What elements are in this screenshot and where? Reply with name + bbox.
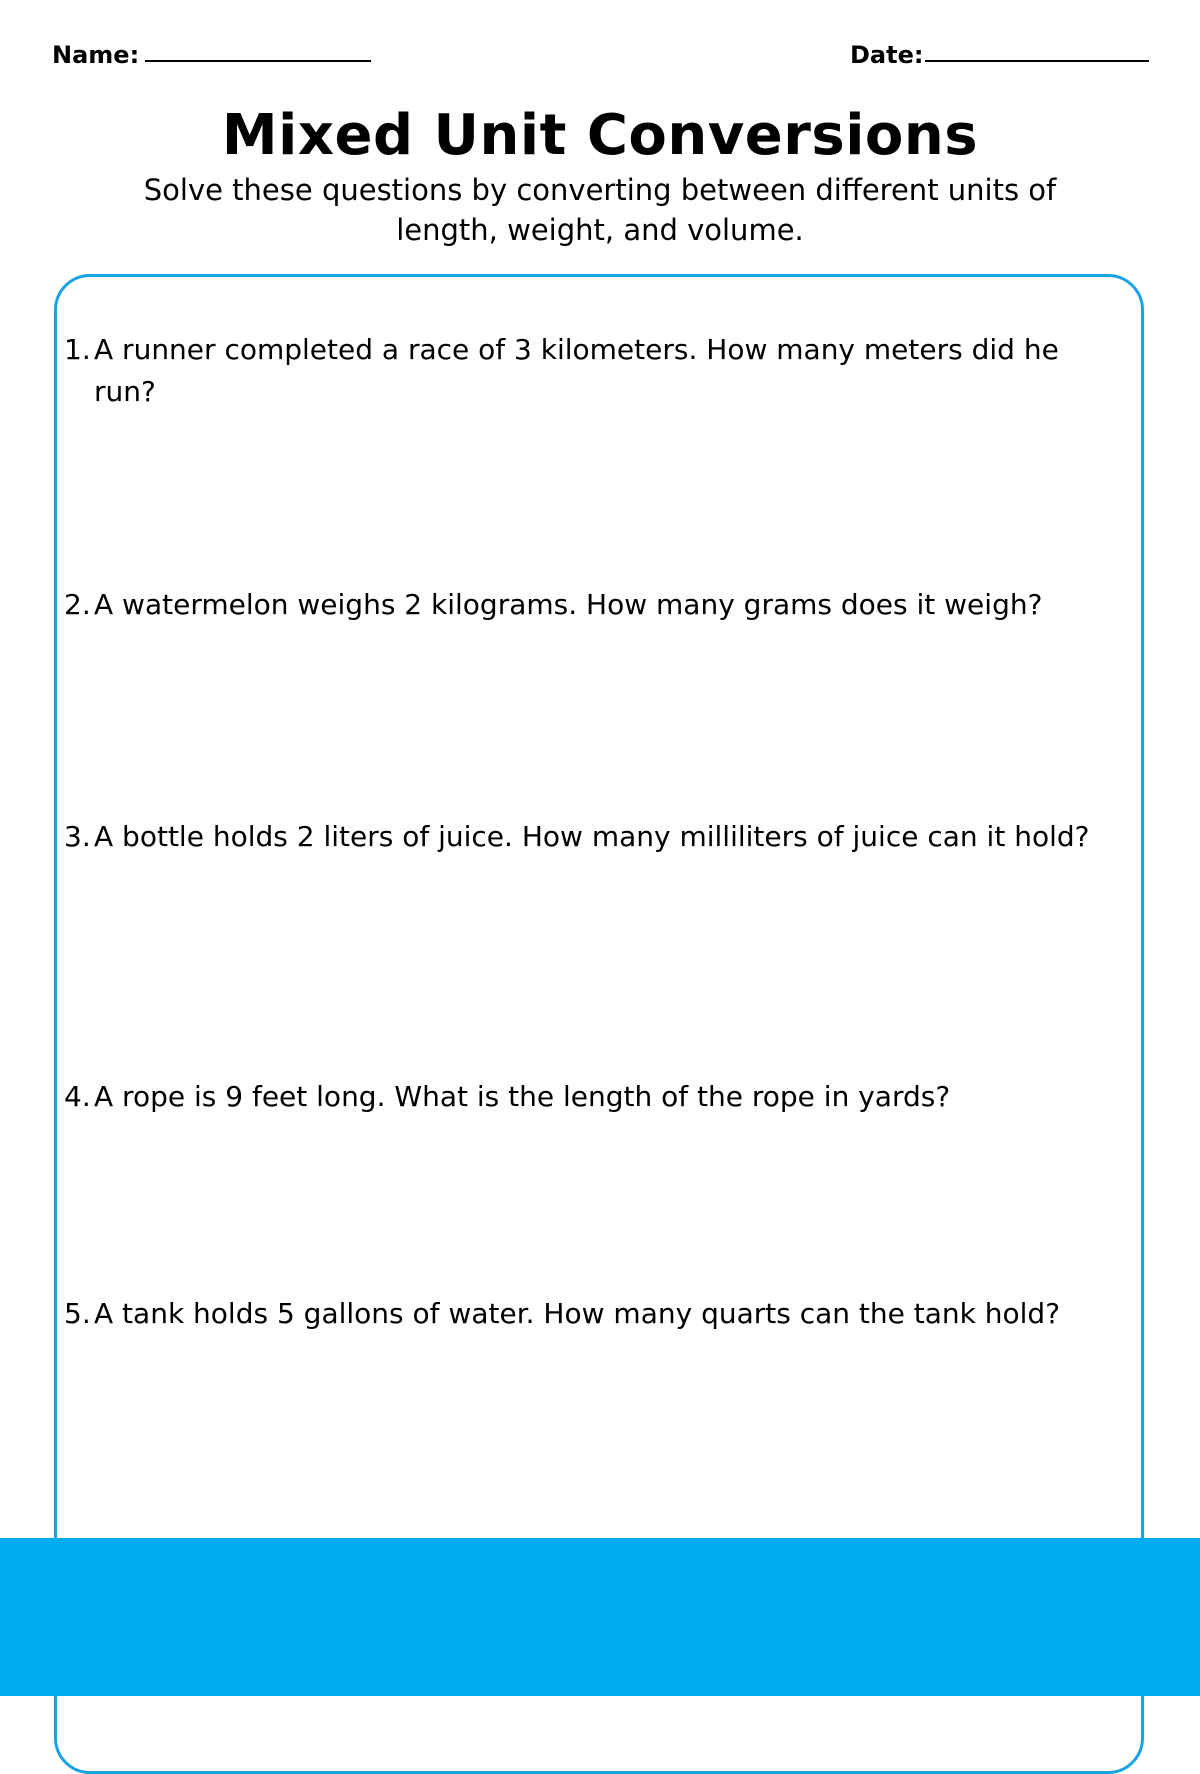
question-text: A watermelon weighs 2 kilograms. How many grams does it weigh? [94, 588, 1043, 621]
question-item [64, 816, 1124, 858]
question-text: A rope is 9 feet long. What is the length of the rope in yards? [94, 1080, 951, 1113]
footer-band [0, 1538, 1200, 1696]
date-label: Date: [850, 41, 924, 69]
page-subtitle: Solve these questions by converting between different units of length, weight, and volume. [143, 173, 1057, 247]
question-item [64, 584, 1124, 626]
question-item [64, 329, 1124, 413]
header-row [0, 40, 1200, 80]
name-field [52, 40, 371, 70]
question-number: 2. [64, 588, 91, 621]
question-number: 3. [64, 820, 91, 853]
question-text: A tank holds 5 gallons of water. How many quarts can the tank hold? [94, 1297, 1061, 1330]
question-number: 1. [64, 333, 91, 366]
name-label: Name: [52, 41, 140, 69]
date-write-line[interactable] [925, 40, 1149, 62]
question-text: A runner completed a race of 3 kilometers. How many meters did he run? [94, 333, 1059, 408]
question-number: 4. [64, 1080, 91, 1113]
question-item [64, 1293, 1124, 1335]
name-write-line[interactable] [145, 40, 371, 62]
date-field [850, 40, 1149, 70]
question-text: A bottle holds 2 liters of juice. How many milliliters of juice can it hold? [94, 820, 1090, 853]
question-item [64, 1076, 1124, 1118]
question-number: 5. [64, 1297, 91, 1330]
page-title: Mixed Unit Conversions [221, 103, 979, 168]
